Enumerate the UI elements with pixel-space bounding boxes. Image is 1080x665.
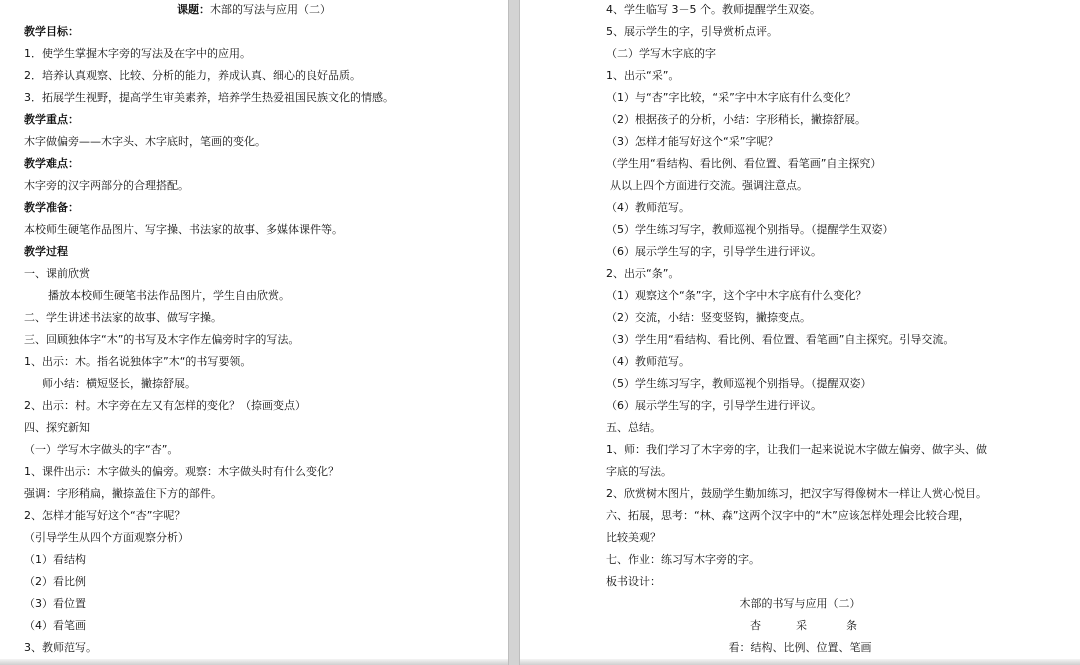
left-text-line: （1）看结构	[24, 553, 86, 566]
left-text-line: 3．拓展学生视野，提高学生审美素养，培养学生热爱祖国民族文化的情感。	[24, 91, 394, 104]
right-text-line: （1）观察这个“条”字，这个字中木字底有什么变化？	[606, 289, 867, 302]
left-text-line: 1．使学生掌握木字旁的写法及在字中的应用。	[24, 47, 251, 60]
right-text-line: （2）根据孩子的分析，小结：字形稍长，撇捺舒展。	[606, 113, 866, 126]
left-text-line: 教学难点：	[24, 157, 79, 170]
board-summary: 看：结构、比例、位置、笔画	[728, 641, 872, 654]
right-text-line: 板书设计：	[606, 575, 661, 588]
right-text-line: 六、拓展，思考：“林、森”这两个汉字中的“木”应该怎样处理会比较合理，	[606, 509, 970, 522]
right-text-line: （学生用“看结构、看比例、看位置、看笔画”自主探究）	[606, 157, 882, 170]
left-text-line: 一、课前欣赏	[24, 267, 90, 280]
board-char-1: 杏	[750, 619, 761, 632]
right-text-line: （二）学写木字底的字	[606, 47, 716, 60]
left-text-line: （一）学写木字做头的字“杏”。	[24, 443, 179, 456]
right-text-line: （5）学生练习写字，教师巡视个别指导。（提醒双姿）	[606, 377, 872, 390]
right-text-line: 5、展示学生的字，引导赏析点评。	[606, 25, 778, 38]
left-text-line: 教学过程	[24, 245, 68, 258]
left-text-line: 3、教师范写。	[24, 641, 97, 654]
right-text-line: （6）展示学生写的字，引导学生进行评议。	[606, 245, 822, 258]
left-text-line: 2．培养认真观察、比较、分析的能力，养成认真、细心的良好品质。	[24, 69, 361, 82]
left-text-line: 三、回顾独体字“木”的书写及木字作左偏旁时字的写法。	[24, 333, 300, 346]
left-text-line: 二、学生讲述书法家的故事、做写字操。	[24, 311, 222, 324]
lesson-title-label: 课题：	[177, 3, 210, 16]
board-char-2: 采	[796, 619, 807, 632]
lesson-title-text: 木部的写法与应用（二）	[210, 3, 331, 16]
board-title: 木部的书写与应用（二）	[739, 597, 861, 610]
left-text-line: （4）看笔画	[24, 619, 86, 632]
left-text-line: 本校师生硬笔作品图片、写字操、书法家的故事、多媒体课件等。	[24, 223, 343, 236]
left-text-line: （2）看比例	[24, 575, 86, 588]
left-text-line: 播放本校师生硬笔书法作品图片，学生自由欣赏。	[48, 289, 290, 302]
page-divider	[508, 0, 520, 665]
document-page-right	[520, 0, 1080, 665]
left-text-line: 1、出示：木。指名说独体字”木“的书写要领。	[24, 355, 252, 368]
left-text-line: 四、探究新知	[24, 421, 90, 434]
right-text-line: 1、出示“采”。	[606, 69, 680, 82]
page-footer-strip	[0, 659, 508, 665]
board-char-3: 条	[846, 619, 857, 632]
right-text-line: （6）展示学生写的字，引导学生进行评议。	[606, 399, 822, 412]
left-text-line: 教学目标：	[24, 25, 79, 38]
left-text-line: 木字做偏旁——木字头、木字底时，笔画的变化。	[24, 135, 266, 148]
right-text-line: （2）交流，小结：竖变竖钩，撇捺变点。	[606, 311, 811, 324]
right-text-line: （1）与“杏”字比较，“采”字中木字底有什么变化？	[606, 91, 856, 104]
lesson-title	[0, 3, 508, 17]
document-page-left	[0, 0, 508, 665]
left-text-line: 教学准备：	[24, 201, 79, 214]
left-text-line: 木字旁的汉字两部分的合理搭配。	[24, 179, 189, 192]
left-text-line: 强调：字形稍扁，撇捺盖住下方的部件。	[24, 487, 222, 500]
right-text-line: 4、学生临写 3－5 个。教师提醒学生双姿。	[606, 3, 821, 16]
page-footer-strip	[520, 659, 1080, 665]
left-text-line: 1、课件出示：木字做头的偏旁。观察：木字做头时有什么变化？	[24, 465, 339, 478]
left-text-line: （3）看位置	[24, 597, 86, 610]
left-text-line: 2、怎样才能写好这个“杏”字呢？	[24, 509, 186, 522]
right-text-line: 七、作业：练习写木字旁的字。	[606, 553, 760, 566]
right-text-line: （3）怎样才能写好这个“采”字呢？	[606, 135, 779, 148]
left-text-line: 2、出示：村。木字旁在左又有怎样的变化？（捺画变点）	[24, 399, 306, 412]
left-text-line: （引导学生从四个方面观察分析）	[24, 531, 189, 544]
right-text-line: 字底的写法。	[606, 465, 672, 478]
right-text-line: 2、出示“条”。	[606, 267, 680, 280]
right-text-line: 2、欣赏树木图片，鼓励学生勤加练习，把汉字写得像树木一样让人赏心悦目。	[606, 487, 987, 500]
right-text-line: （3）学生用“看结构、看比例、看位置、看笔画”自主探究。引导交流。	[606, 333, 955, 346]
right-text-line: （4）教师范写。	[606, 355, 690, 368]
left-text-line: 教学重点：	[24, 113, 79, 126]
left-text-line: 师小结：横短竖长，撇捺舒展。	[42, 377, 196, 390]
right-text-line: 五、总结。	[606, 421, 661, 434]
right-text-line: 从以上四个方面进行交流。强调注意点。	[610, 179, 808, 192]
right-text-line: （4）教师范写。	[606, 201, 690, 214]
right-text-line: （5）学生练习写字，教师巡视个别指导。（提醒学生双姿）	[606, 223, 894, 236]
right-text-line: 1、师：我们学习了木字旁的字，让我们一起来说说木字做左偏旁、做字头、做	[606, 443, 987, 456]
right-text-line: 比较美观？	[606, 531, 661, 544]
